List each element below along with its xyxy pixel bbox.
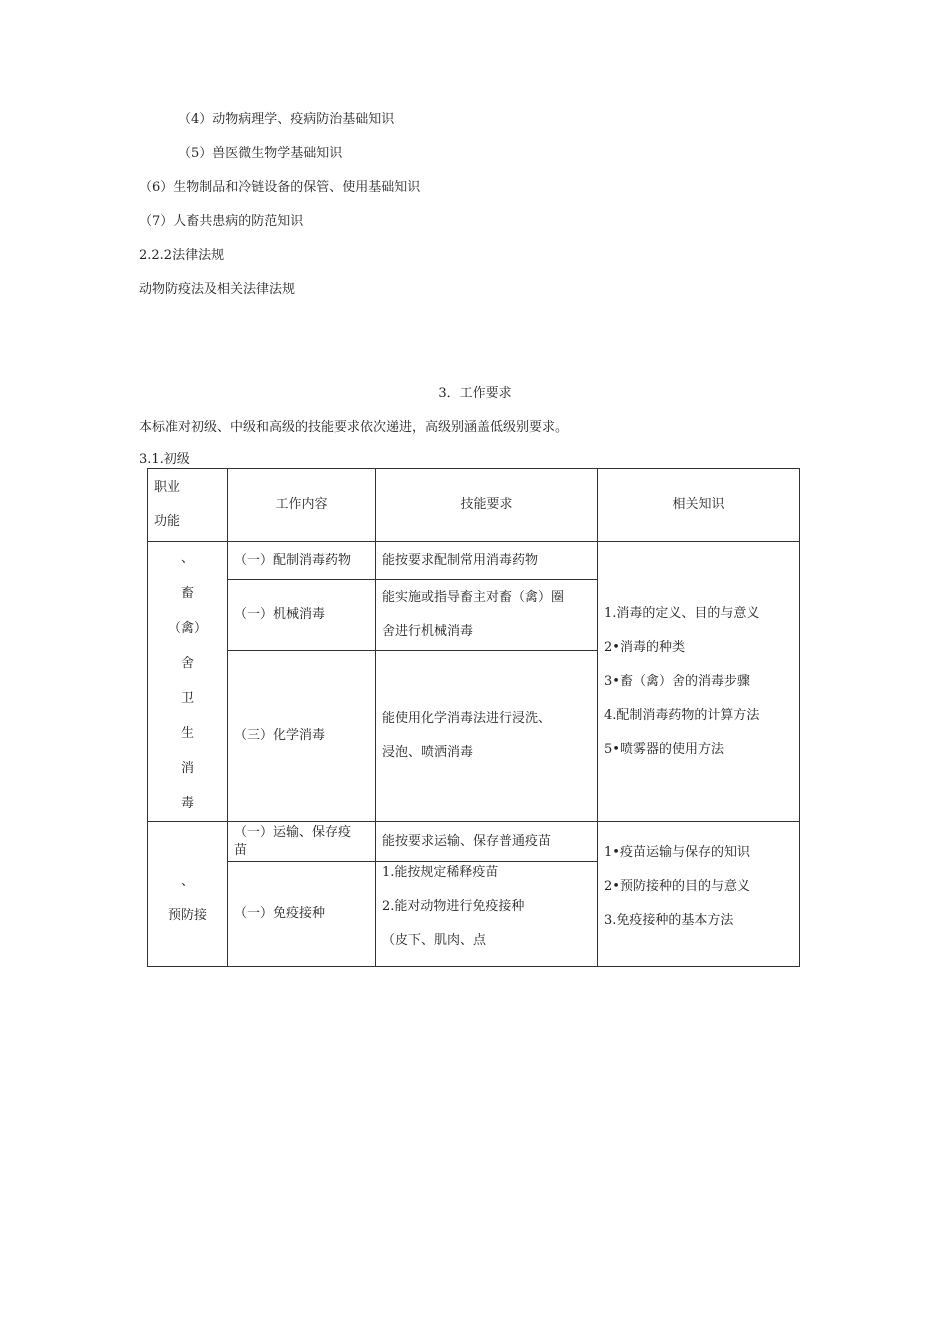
intro-paragraph: 本标准对初级、中级和高级的技能要求依次递进，高级别涵盖低级别要求。 bbox=[139, 420, 569, 435]
subheading-laws: 2.2.2法律法规 bbox=[139, 248, 225, 263]
content-cell: （一）机械消毒 bbox=[228, 580, 376, 651]
content-cell: （一）免疫接种 bbox=[228, 862, 376, 967]
section-title: 3．工作要求 bbox=[438, 386, 512, 401]
skill-cell: 能实施或指导畜主对畜（禽）圈 舍进行机械消毒 bbox=[376, 580, 598, 651]
table-header-row bbox=[148, 469, 800, 542]
knowledge-vaccination: 1•疫苗运输与保存的知识 2•预防接种的目的与意义 3.免疫接种的基本方法 bbox=[598, 822, 800, 967]
header-content: 工作内容 bbox=[228, 469, 376, 542]
header-knowledge: 相关知识 bbox=[598, 469, 800, 542]
function-disinfection: 、 畜 （禽） 舍 卫 生 消 毒 bbox=[148, 542, 228, 822]
knowledge-disinfection: 1.消毒的定义、目的与意义 2•消毒的种类 3•畜（禽）舍的消毒步骤 4.配制消毒药物的计算方法 5•喷雾器的使用方法 bbox=[598, 542, 800, 822]
list-item-7: （7）人畜共患病的防范知识 bbox=[139, 214, 304, 229]
skill-cell: 能按要求运输、保存普通疫苗 bbox=[376, 822, 598, 862]
table-row bbox=[148, 822, 800, 862]
skill-cell: 能按要求配制常用消毒药物 bbox=[376, 542, 598, 580]
laws-text: 动物防疫法及相关法律法规 bbox=[139, 282, 296, 297]
function-vaccination: 、 预防接 bbox=[148, 822, 228, 967]
content-cell: （一）运输、保存疫 苗 bbox=[228, 822, 376, 862]
list-item-6: （6）生物制品和冷链设备的保管、使用基础知识 bbox=[139, 180, 421, 195]
requirements-table bbox=[147, 468, 800, 967]
table-row bbox=[148, 542, 800, 580]
header-function: 职业 功能 bbox=[148, 469, 228, 542]
skill-cell: 1.能按规定稀释疫苗 2.能对动物进行免疫接种 （皮下、肌肉、点 bbox=[376, 862, 598, 967]
content-cell: （三）化学消毒 bbox=[228, 651, 376, 822]
list-item-4: （4）动物病理学、疫病防治基础知识 bbox=[178, 112, 395, 127]
skill-cell: 能使用化学消毒法进行浸洗、 浸泡、喷洒消毒 bbox=[376, 651, 598, 822]
subsection-title: 3.1.初级 bbox=[139, 452, 190, 467]
list-item-5: （5）兽医微生物学基础知识 bbox=[178, 146, 343, 161]
header-skill: 技能要求 bbox=[376, 469, 598, 542]
content-cell: （一）配制消毒药物 bbox=[228, 542, 376, 580]
